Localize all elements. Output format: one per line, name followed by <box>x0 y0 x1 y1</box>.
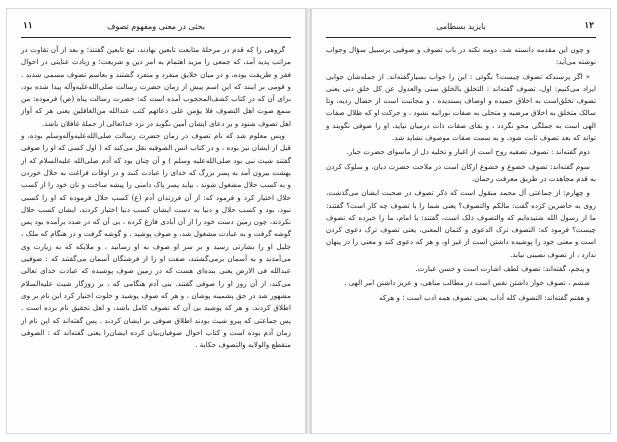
paragraph: « اگر پرسندکه تصوف چیست؟ بگوئی : این را جواب بسیارگفته‌اند. از جمله‌شان جوابی ایراد می‌کنیم: اول، تصوف گفته‌اند : التخلق بالخلق سنی والعدول عن کل خلق دنی یعنی تصوف تخلق‌است به اخلاق حمیده و اوصاف پسندیده ، و مجانبت است از خصال ردیه، وتا سالک متخلق به اخلاق مرضیه و متحلی به صفات نورانیه نشود ، و حرکت او که ظلال صفات الهی است به جملگی محو نگردد ، و بقای صفات ذات درمیان نیاید، او را صوفی نگویند و تواند که بعد تصوف ثابت شود، و به سمت صفات موصوف نشاید شد. <box>326 71 596 143</box>
page-header <box>21 19 291 38</box>
page-number: ۱۲ <box>584 21 594 31</box>
running-title: بایزید بسطامی <box>436 22 486 31</box>
page-header <box>326 19 596 38</box>
paragraph: و چهارم: از جماعتی آل محمد منقول است که ذکر تصوف در صحبت ایشان می‌گذشت، روی به حاضرین کرده گفت: مالکم والتصوف؟ یعنی شما را با تصوف چه کار است؟ گفتند: ما از رسول الله شنیده‌ایم که والتصوف ذلک است، گفتند: یا امام، ما را خبرده که تصوف چیست؟ فرمود که: التصوف ترک الدعوی و کتمان المعنی، یعنی تصوف ترک دعوی کردن است و معنی خود را پوشیده داشتن است از غیر او، و هر که دعوی کند و معنی را در پنهان ندارد ، از تصوف نصیبی نیابد. <box>326 188 596 259</box>
paragraph: وپس معلوم شد که نام تصوف در زمان حضرت رسالت صلی‌الله‌علیه‌وآله‌وسلم بوده، و قبل از ایشان نیز بوده ، و در کتاب انس الصوفیه نقل می‌کند که ( اول کسی که او را صوفی گفتند شیث نبی بود صلی‌الله‌علیه وسلم ) و آن چنان بود که آدم صلی‌الله علیه‌السلام که از بهشت بیرون آمد به پسر بزرگ که خدای را عبادت کنند و در اوقات فراغت به حلال خوردن و به کسب حلال مشغول شوند . بپاید پسر پاک دامنی را پیشه ساخت و نان خود را از کسب حلال اختیار کرد و فرمود که: از آن فرزندان آدم (ع) کسب حلال فرموده که او را کسبی نبود، بود و کسب حلال و دنیا به دست ایشان کسب دنیا اختیار کردند، ایشان کسب حلال نکردند، چون زمین دست خود را از آن آبادی فارغ کرده ، بی آن که در صدد برآمده بود پس گوشه گرفت و به عبادت مشغول شد، و صوف پوشید ، و گوشه گرفت و در هنگام که ملک ، جلیل او را بشارتی رسید و بر سر او صوف به او رسانید ، و ملایکه که به زیارت وی می‌آمدند و به آسمان برمی‌گشتند، صفت او را از فرشتگان آسمان می‌گفتند که : صوفیی عبدالله فی الارض یعنی بنده‌ای هست که در زمین صوف پوشیده که عبادت خدای تعالی می‌کند، از آن روز او را صوفی گفتند. بنی آدم هنگامی که ، بر روزگار شیث علیه‌السلام مشهور شد در حق پشمینه پوشان ، و هر که صوف پوشید و خلوت اختیار کرد این نام بر وی اطلاق کردند، و هر که پوشید بی آن که تصوف کامل باشد، و اهل تحقیق نام برده است . پس جماعتی که پیرو شیث بودند اطلاق صوفی بر ایشان کردند . پس گفته‌اند که این نام از زمان آدم بوده است و کتاب احوال صوفیان‌بیان کرده ایشان‌را یعنی گفته‌اند که : الصوفی منقطع والولایه والتصوف حکایة . <box>21 131 291 350</box>
page-body <box>21 44 291 351</box>
paragraph: دوم گفته‌اند : تصوف تصفیه روح است از اغیار و تخلیه دل از ماسوای حضرت جبار. <box>346 147 590 157</box>
paragraph: سوم گفته‌اند: تصوف خضوع و خشوع ارکان است در ملاحت حضرت دیان، و سلوک کردن به قدم مجاهدت در طریق معرفت رحمان. <box>326 161 596 183</box>
paragraph: ششم ، تصوف خوار داشتن نفس است در مطالب مناهی، و عزیز داشتن امر الهی . <box>344 278 590 288</box>
paragraph: گروهی را که قدم در مرحلهٔ متابعت تابعین نهادند، تبع تابعین گفتند؛ و بعد از آن تقاوت در مراتب پدید آمد، که جمعی را مزید اهتمام به امر دین و شریعت؛ و زیادت عنایتی در احوال فقر و طریقت بوده، و در میان خلایق منفرد و متفرد گشتند و بعاسم تصوف مسمی شدند . و قومی بر اینند که این اسم پیش از زمان حضرت رسالت صلی‌الله‌علیه‌وآله پیدا شده بود، برای آن که در کتاب کشف‌المحجوب آمده است که: حضرت رسالت پناه (ص) فرموده: من سمع صوت اهل التصوف فلا یؤمن علی دعائهم کتب عندالله من‌الغافلین یعنی هر که آواز اهل تصوف شنود و بر دعای ایشان آمین نگوید در نزد خداتعالی از جملهٔ غافلان باشد. <box>21 45 291 128</box>
left-page <box>6 8 306 434</box>
page-number: ۱۱ <box>23 21 33 31</box>
right-page <box>311 8 611 434</box>
running-title: بحثی در معنی ومفهوم تصوف <box>107 22 205 31</box>
page-body <box>326 44 596 304</box>
paragraph: و هفتم گفته‌اند: التصوف کله آداب یعنی تصوف همه ادب است ؛ و هرکه <box>379 292 590 302</box>
paragraph: و چون این مقدمه دانسته شد، دومه نکته در باب تصوف و صوفیی برسبیل سؤال وجواب نوشته می‌آید: <box>326 45 596 67</box>
paragraph: و پنجم، گفته‌اند: تصوف لطف اشارت است و حسن عبارت. <box>415 264 590 274</box>
